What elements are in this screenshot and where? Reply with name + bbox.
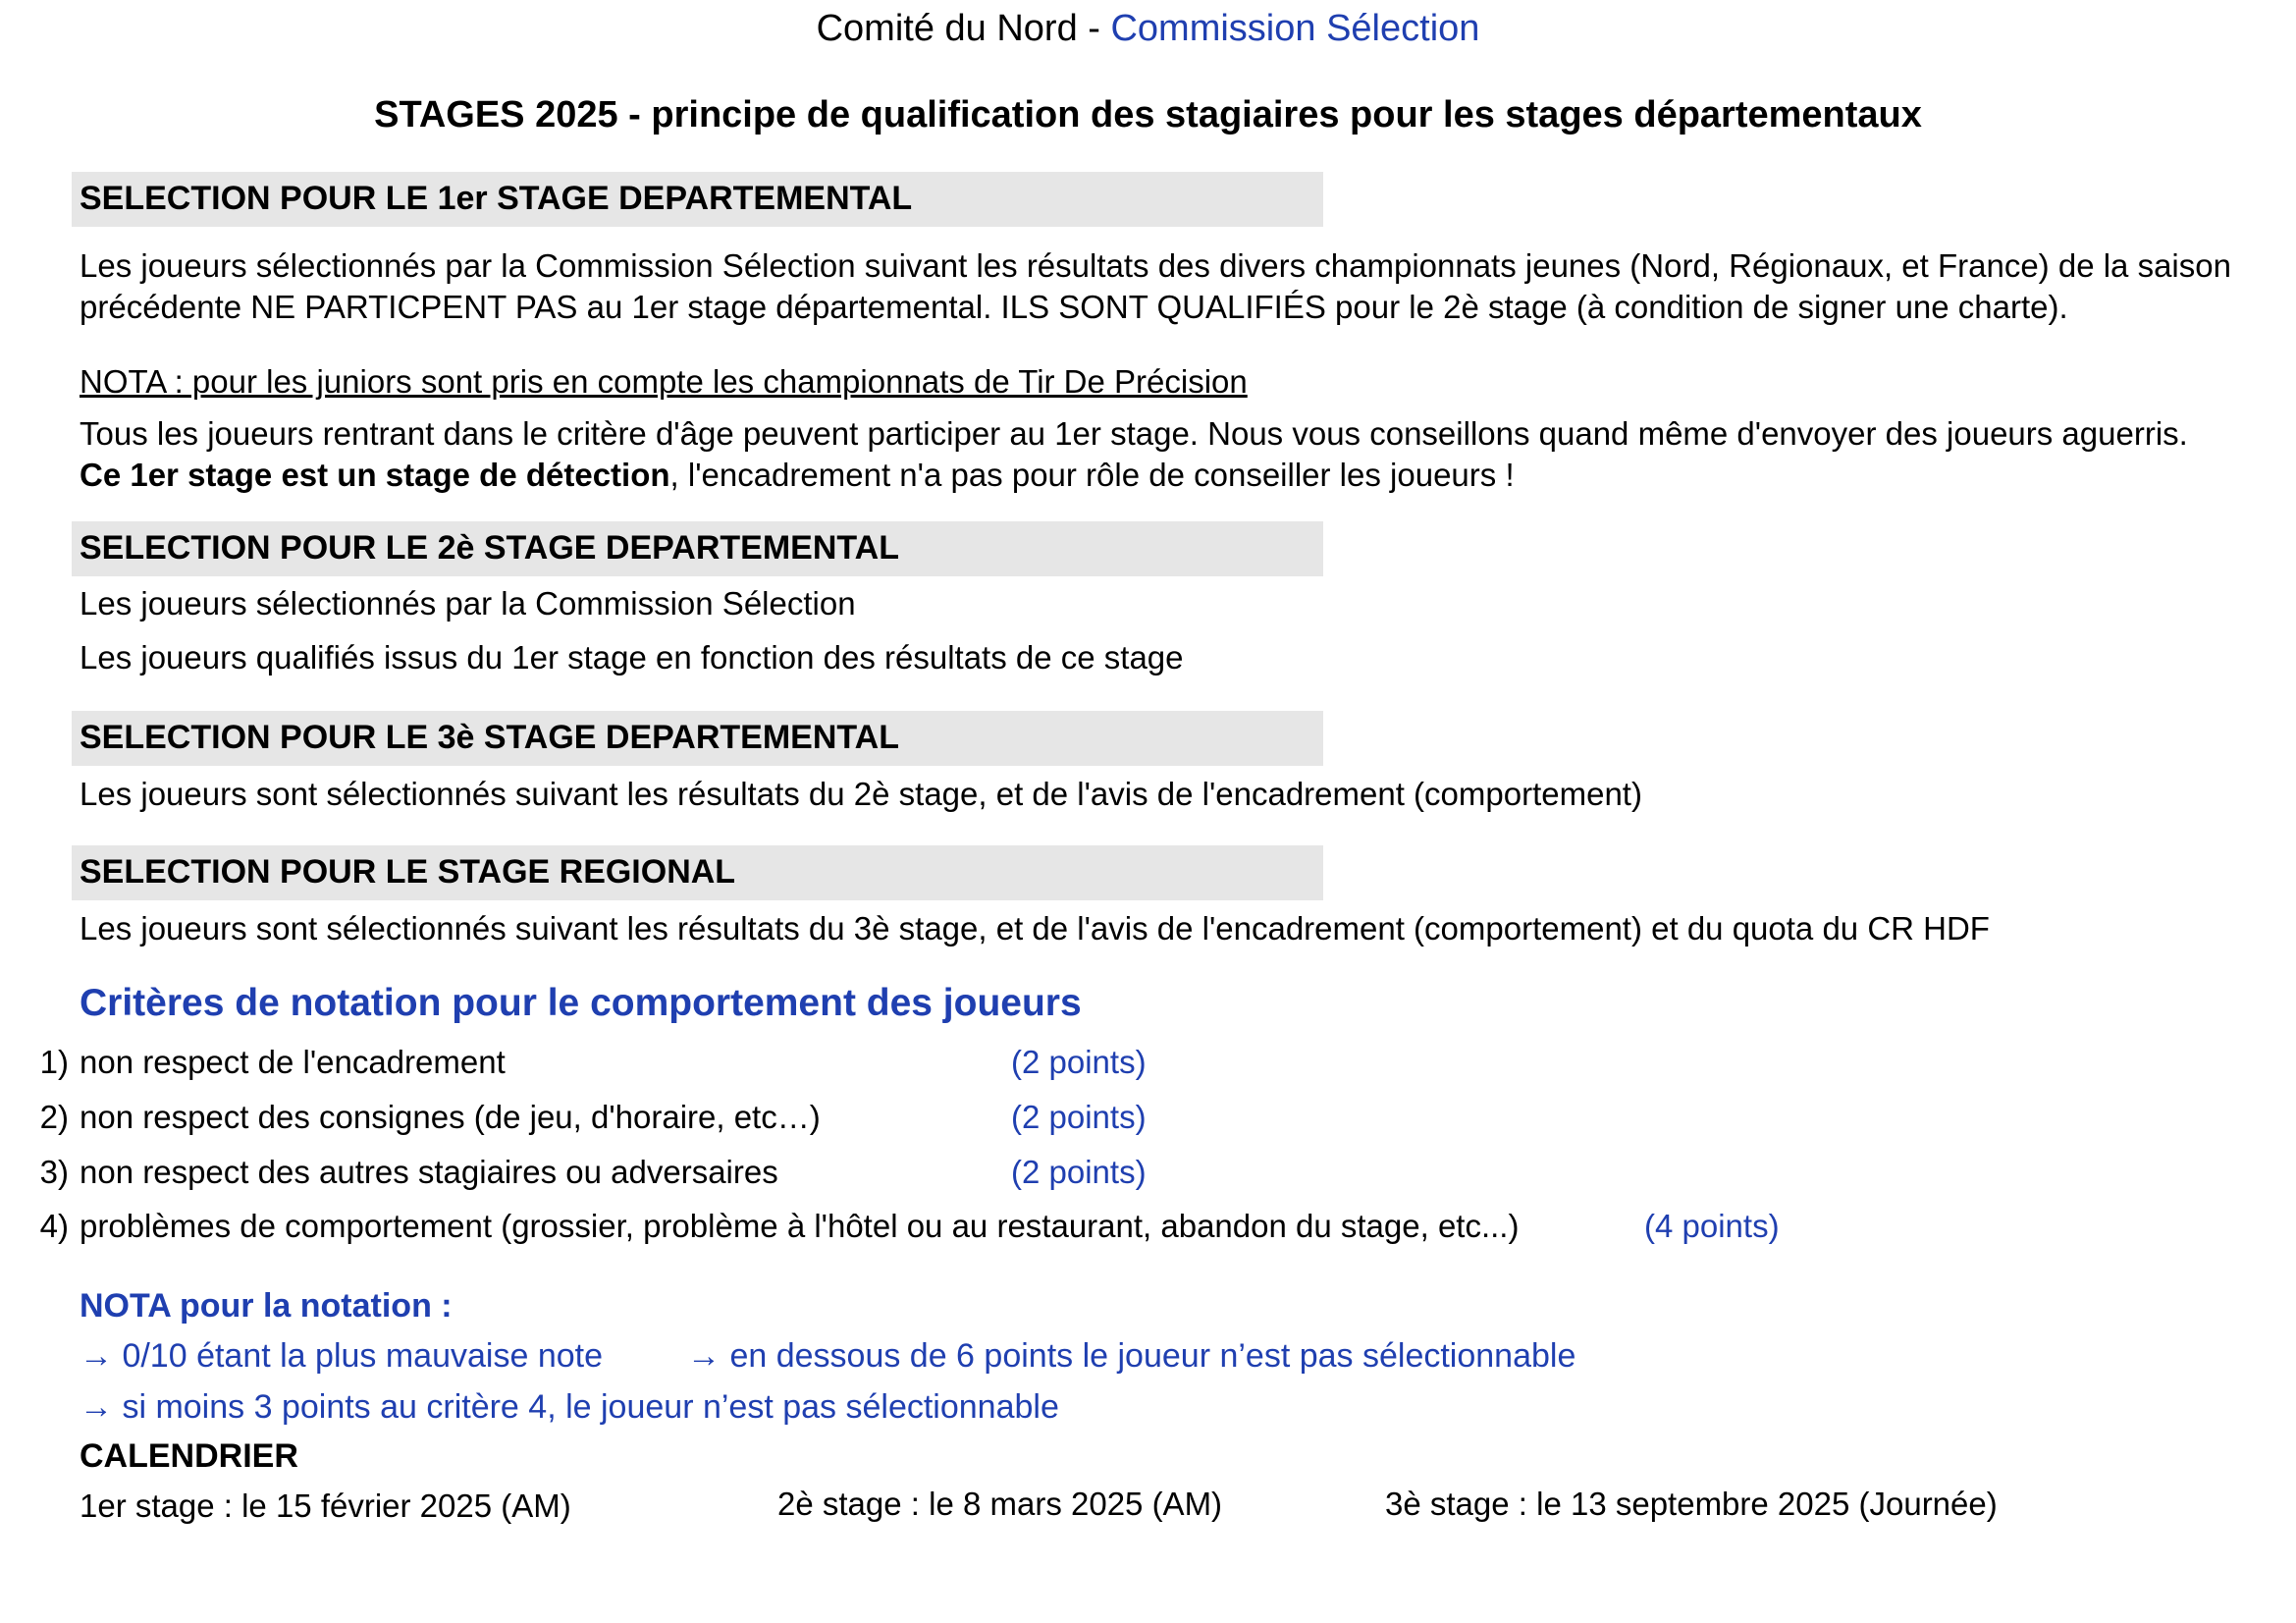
- criteria-text: problèmes de comportement (grossier, problème à l'hôtel ou au restaurant, abandon du stage, etc...): [80, 1208, 1520, 1244]
- criteria-points: (2 points): [1011, 1044, 1147, 1080]
- criteria-text: non respect des autres stagiaires ou adversaires: [80, 1154, 778, 1190]
- section-1-text-line-2: précédente NE PARTICPENT PAS au 1er stage départemental. ILS SONT QUALIFIÉS pour le 2è stage (à condition de signer une charte).: [80, 289, 2068, 325]
- section-2-text-line-2: Les joueurs qualifiés issus du 1er stage en fonction des résultats de ce stage: [80, 639, 1184, 676]
- organization-name: Comité du Nord -: [816, 8, 1111, 49]
- commission-name: Commission Sélection: [1110, 8, 1480, 49]
- section-1-text-line-4-rest: , l'encadrement n'a pas pour rôle de conseiller les joueurs !: [669, 457, 1515, 493]
- section-3-text-line-1: Les joueurs sont sélectionnés suivant les résultats du 2è stage, et de l'avis de l'encadrement (comportement): [80, 776, 1642, 812]
- section-2-text-line-1: Les joueurs sélectionnés par la Commission Sélection: [80, 585, 856, 622]
- criteria-title: Critères de notation pour le comportement des joueurs: [80, 982, 1082, 1024]
- section-1-text-line-4: [80, 457, 1515, 494]
- notation-note-2: → en dessous de 6 points le joueur n’est pas sélectionnable: [687, 1337, 1576, 1375]
- detection-stage-emphasis: Ce 1er stage est un stage de détection: [80, 457, 670, 493]
- criteria-text: non respect de l'encadrement: [80, 1044, 506, 1080]
- section-1-heading-band: [72, 172, 1323, 227]
- criteria-points: (2 points): [1011, 1099, 1147, 1135]
- section-4-text-line-1: Les joueurs sont sélectionnés suivant les résultats du 3è stage, et de l'avis de l'encadrement (comportement) et du quota du CR HDF: [80, 910, 1990, 947]
- notation-nota-title: NOTA pour la notation :: [80, 1287, 453, 1325]
- section-1-text-line-3: Tous les joueurs rentrant dans le critère d'âge peuvent participer au 1er stage. Nous vous conseillons quand même d'envoyer des joueurs aguerris.: [80, 415, 2188, 452]
- calendar-stage-3: 3è stage : le 13 septembre 2025 (Journée): [1385, 1486, 1998, 1522]
- section-1-text-line-1: Les joueurs sélectionnés par la Commission Sélection suivant les résultats des divers championnats jeunes (Nord, Régionaux, et France) de la saison: [80, 247, 2231, 284]
- criteria-number: 3): [39, 1154, 69, 1190]
- section-2-heading-band: [72, 521, 1323, 576]
- section-1-heading: SELECTION POUR LE 1er STAGE DEPARTEMENTAL: [80, 180, 913, 217]
- section-2-heading: SELECTION POUR LE 2è STAGE DEPARTEMENTAL: [80, 529, 899, 567]
- criteria-text: non respect des consignes (de jeu, d'horaire, etc…): [80, 1099, 821, 1135]
- criteria-number: 4): [39, 1208, 69, 1244]
- criteria-points: (4 points): [1644, 1208, 1780, 1244]
- section-4-heading: SELECTION POUR LE STAGE REGIONAL: [80, 853, 736, 891]
- organization-line: [0, 8, 2296, 50]
- calendar-stage-2: 2è stage : le 8 mars 2025 (AM): [777, 1486, 1223, 1522]
- document-title: STAGES 2025 - principe de qualification des stagiaires pour les stages départementaux: [374, 94, 1922, 135]
- notation-note-3: → si moins 3 points au critère 4, le joueur n’est pas sélectionnable: [80, 1388, 1059, 1426]
- calendar-stage-1: 1er stage : le 15 février 2025 (AM): [80, 1488, 571, 1524]
- notation-note-1: → 0/10 étant la plus mauvaise note: [80, 1337, 603, 1375]
- section-3-heading-band: [72, 711, 1323, 766]
- criteria-number: 2): [39, 1099, 69, 1135]
- section-4-heading-band: [72, 845, 1323, 900]
- section-3-heading: SELECTION POUR LE 3è STAGE DEPARTEMENTAL: [80, 719, 899, 756]
- section-1-nota: NOTA : pour les juniors sont pris en compte les championnats de Tir De Précision: [80, 363, 1248, 400]
- criteria-points: (2 points): [1011, 1154, 1147, 1190]
- criteria-number: 1): [39, 1044, 69, 1080]
- calendar-title: CALENDRIER: [80, 1437, 298, 1475]
